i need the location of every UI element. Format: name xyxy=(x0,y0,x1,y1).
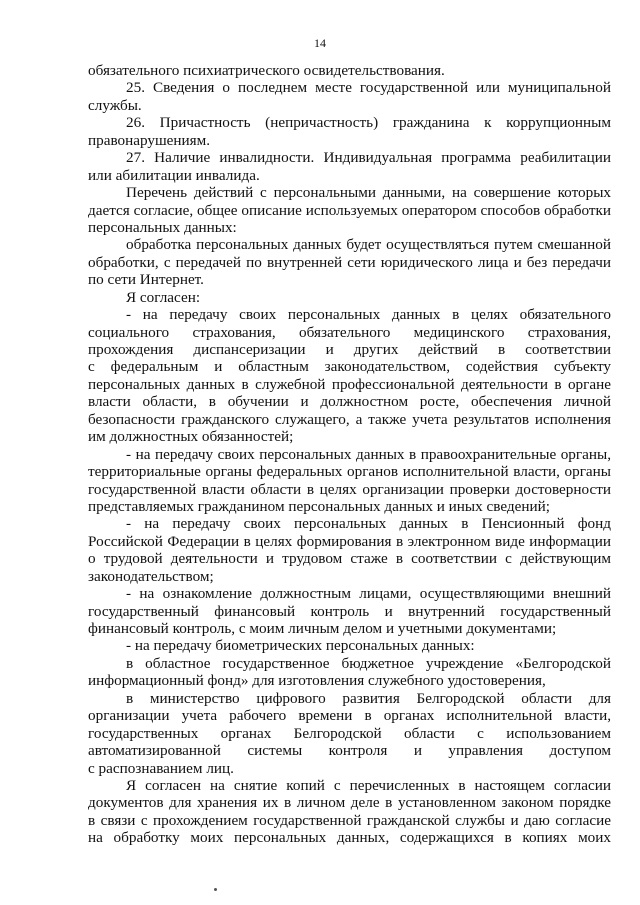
document-line: с распознаванием лиц. xyxy=(88,759,234,777)
document-line: - на ознакомление должностным лицами, осуществляющими внешний xyxy=(126,585,611,603)
document-line: финансовый контроль, с моим личным делом и учетными документами; xyxy=(88,620,557,637)
document-line: представляемых гражданином персональных данных и иных сведений; xyxy=(88,497,550,515)
scan-speck xyxy=(214,888,217,891)
document-line: Я согласен: xyxy=(126,288,201,306)
document-line: Я согласен на снятие копий с перечисленных в настоящем согласии xyxy=(126,776,611,794)
document-line: безопасности гражданского служащего, а также учета результатов исполнения xyxy=(88,410,611,428)
document-line: в министерство цифрового развития Белгородской области для xyxy=(126,689,611,707)
document-line: - на передачу своих персональных данных в Пенсионный фонд xyxy=(126,515,611,533)
document-line: с федеральным и областным законодательством, содействия субъекту xyxy=(88,358,611,376)
document-line: власти области, в обучении и должностном росте, обеспечения личной xyxy=(88,393,611,411)
document-line: обработки, с передачей по внутренней сети юридического лица и без передачи xyxy=(88,253,611,271)
document-line: документов для хранения их в личном деле в установленном законом порядке xyxy=(88,794,611,812)
document-line: на обработку моих персональных данных, содержащихся в копиях моих xyxy=(88,829,611,847)
document-line: территориальные органы федеральных органов исполнительной власти, органы xyxy=(88,463,611,481)
document-line: правонарушениям. xyxy=(88,131,211,149)
document-line: автоматизированной системы контроля и управления доступом xyxy=(88,742,611,760)
document-line: социального страхования, обязательного медицинского страхования, xyxy=(88,323,611,341)
document-line: о трудовой деятельности и трудовом стаже в соответствии с действующим xyxy=(88,550,611,568)
document-line: Российской Федерации в целях формирования в электронном виде информации xyxy=(88,532,611,550)
document-line: законодательством; xyxy=(88,567,214,585)
document-line: 25. Сведения о последнем месте государственной или муниципальной xyxy=(126,79,611,97)
document-line: государственной власти области в целях организации проверки достоверности xyxy=(88,480,611,498)
document-line: в областное государственное бюджетное учреждение «Белгородской xyxy=(126,654,611,672)
document-line: 26. Причастность (непричастность) гражданина к коррупционным xyxy=(126,114,611,132)
document-line: им должностных обязанностей; xyxy=(88,428,294,446)
document-body xyxy=(88,62,611,847)
document-line: организации учета рабочего времени в органах исполнительной власти, xyxy=(88,707,611,725)
document-line: персональных данных: xyxy=(88,218,237,236)
document-line: обязательного психиатрического освидетельствования. xyxy=(88,62,445,79)
document-line: дается согласие, общее описание используемых оператором способов обработки xyxy=(88,201,611,219)
document-line: - на передачу своих персональных данных в правоохранительные органы, xyxy=(126,445,611,463)
document-line: 27. Наличие инвалидности. Индивидуальная программа реабилитации xyxy=(126,149,611,167)
document-line: по сети Интернет. xyxy=(88,271,204,289)
document-line: или абилитации инвалида. xyxy=(88,166,260,184)
document-line: обработка персональных данных будет осуществляться путем смешанной xyxy=(126,236,611,254)
document-line: прохождения диспансеризации и других действий в соответствии xyxy=(88,341,611,358)
document-line: в связи с прохождением государственной гражданской службы и даю согласие xyxy=(88,811,611,829)
document-line: - на передачу биометрических персональных данных: xyxy=(126,637,475,655)
document-line: информационный фонд» для изготовления служебного удостоверения, xyxy=(88,672,546,690)
document-line: государственный финансовый контроль и внутренний государственный xyxy=(88,602,611,620)
document-line: - на передачу своих персональных данных в целях обязательного xyxy=(126,306,611,324)
document-line: государственных органах Белгородской области с использованием xyxy=(88,724,611,742)
document-line: службы. xyxy=(88,96,142,114)
page-number: 14 xyxy=(314,36,326,50)
document-line: персональных данных в служебной профессиональной деятельности в органе xyxy=(88,375,611,393)
document-line: Перечень действий с персональными данными, на совершение которых xyxy=(126,184,611,202)
